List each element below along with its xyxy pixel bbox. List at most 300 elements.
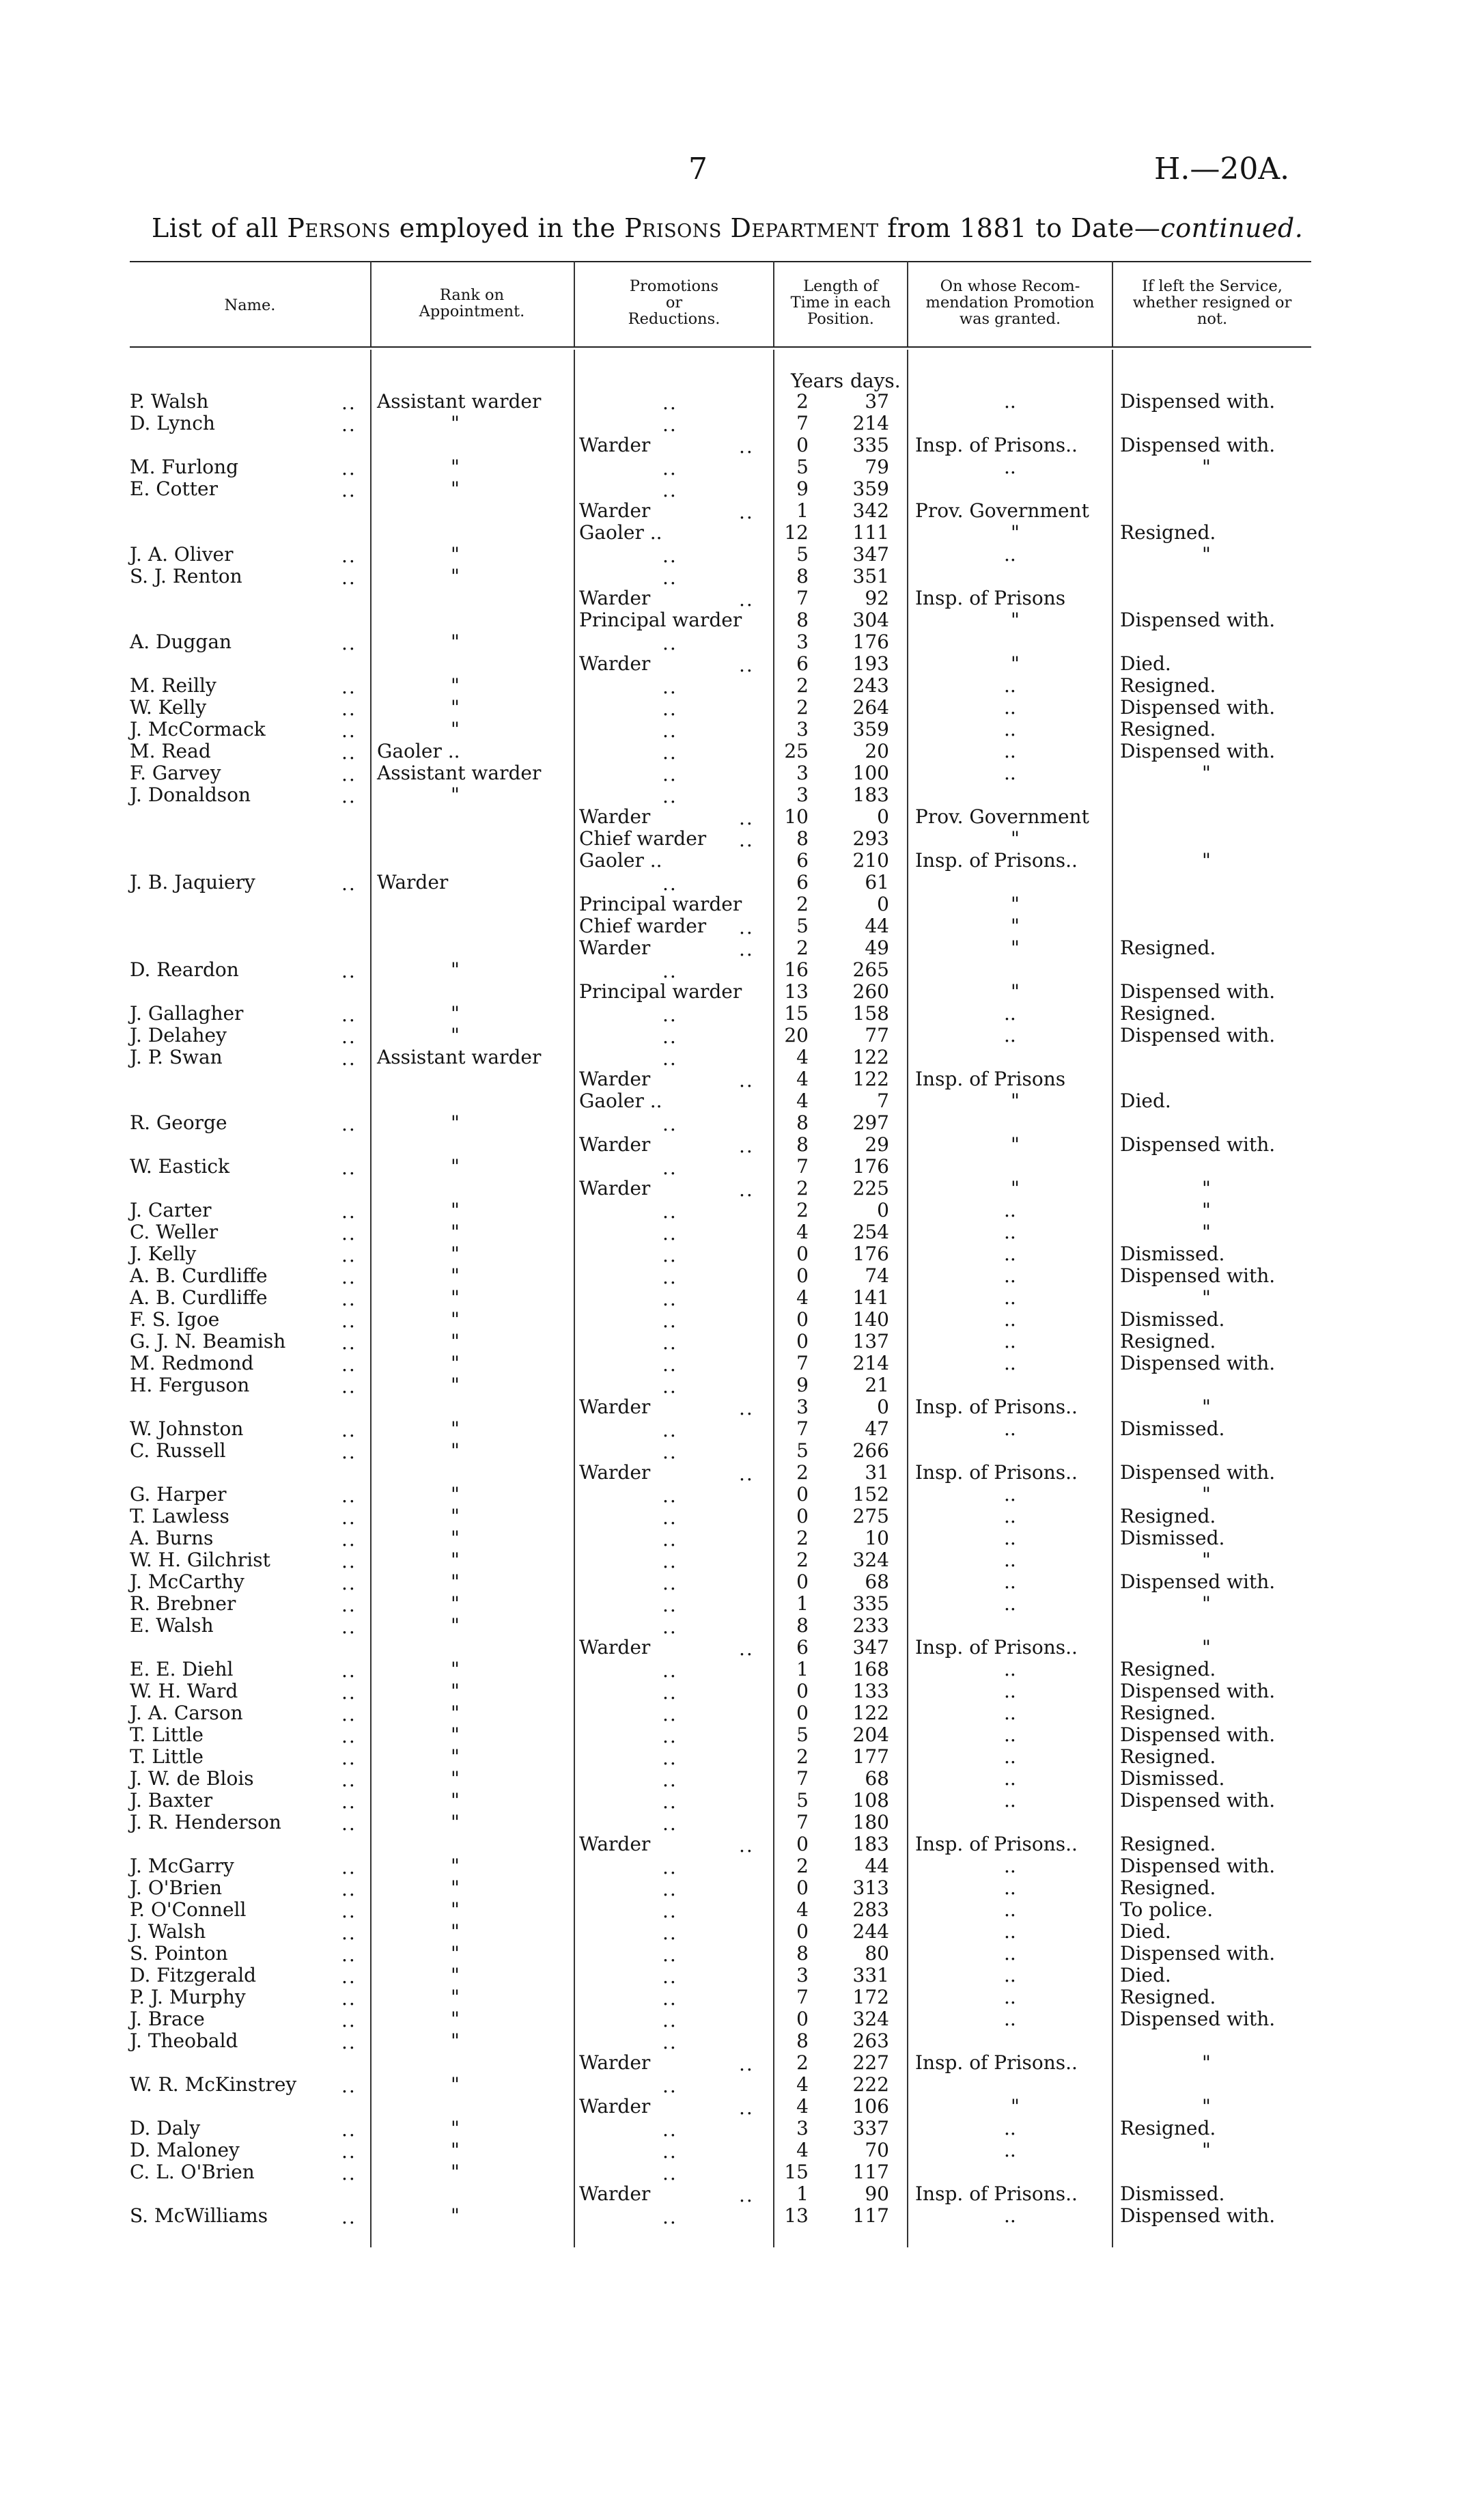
row-years: 0 [796, 1243, 809, 1265]
row-name: W. Johnston [130, 1417, 244, 1440]
row-recommendation-ditto: " [1011, 1177, 1020, 1200]
row-name-leader: .. [341, 2162, 356, 2185]
row-promotion: Warder [579, 499, 651, 522]
column-divider [1112, 261, 1113, 346]
row-promotion: Gaoler .. [579, 521, 662, 544]
row-days: 293 [852, 827, 889, 850]
row-name: P. J. Murphy [130, 1986, 246, 2008]
row-days: 111 [852, 521, 889, 544]
row-recommendation: Insp. of Prisons.. [915, 1833, 1078, 1855]
row-recommendation: .. [1004, 1942, 1016, 1965]
row-recommendation: Insp. of Prisons.. [915, 1461, 1078, 1484]
row-name: P. O'Connell [130, 1898, 247, 1921]
row-years: 0 [796, 1876, 809, 1899]
row-recommendation-ditto: " [1011, 521, 1020, 544]
row-left-service: Dispensed with. [1120, 2204, 1276, 2227]
row-rank-ditto: " [451, 412, 460, 434]
row-name: F. Garvey [130, 762, 221, 784]
row-days: 140 [852, 1308, 889, 1331]
row-rank-ditto: " [451, 1570, 460, 1593]
row-recommendation: Insp. of Prisons.. [915, 2182, 1078, 2205]
row-name-leader: .. [341, 1200, 356, 1223]
row-promotion-leader: .. [662, 479, 677, 501]
row-name-leader: .. [341, 1550, 356, 1572]
row-years: 8 [796, 1942, 809, 1965]
row-days: 100 [852, 762, 889, 784]
row-days: 214 [852, 412, 889, 434]
row-years: 6 [796, 1636, 809, 1659]
row-days: 176 [852, 1243, 889, 1265]
row-rank-ditto: " [451, 1330, 460, 1353]
row-name-leader: .. [341, 1681, 356, 1704]
row-left-service: Resigned. [1120, 2117, 1216, 2139]
row-days: 324 [852, 1549, 889, 1571]
years-unit-label: Years [791, 370, 844, 392]
row-recommendation: Insp. of Prisons.. [915, 1396, 1078, 1418]
row-name: J. Walsh [130, 1920, 206, 1943]
row-name-leader: .. [341, 1506, 356, 1529]
row-promotion-leader: .. [662, 2031, 677, 2053]
row-left-service: Resigned. [1120, 1658, 1216, 1680]
row-promotion-leader: .. [662, 960, 677, 982]
row-promotion: Chief warder [579, 915, 707, 937]
row-days: 331 [852, 1964, 889, 1986]
column-header-promotions: Promotions or Reductions. [628, 277, 720, 328]
row-promotion-leader: .. [662, 1550, 677, 1572]
row-promotion-leader: .. [662, 1331, 677, 1354]
row-name: W. Eastick [130, 1155, 230, 1178]
row-rank-ditto: " [451, 1986, 460, 2008]
row-years: 4 [796, 1046, 809, 1068]
row-promotion: Warder [579, 1068, 651, 1090]
row-name-leader: .. [341, 1856, 356, 1879]
row-rank-ditto: " [451, 2073, 460, 2096]
row-name-leader: .. [341, 1943, 356, 1966]
row-recommendation: Insp. of Prisons.. [915, 2051, 1078, 2074]
row-promotion-leader: .. [662, 2009, 677, 2032]
row-days: 225 [852, 1177, 889, 1200]
row-recommendation: .. [1004, 1199, 1016, 1221]
row-days: 254 [852, 1221, 889, 1243]
row-name-leader: .. [341, 1375, 356, 1398]
row-rank-ditto: " [451, 958, 460, 981]
row-name-leader: .. [341, 1725, 356, 1747]
row-years: 7 [796, 1417, 809, 1440]
row-name: P. Walsh [130, 390, 209, 413]
row-rank-ditto: " [451, 696, 460, 719]
row-name-leader: .. [341, 676, 356, 698]
row-name: M. Redmond [130, 1352, 254, 1374]
row-left-service-ditto: " [1202, 849, 1211, 872]
row-name-leader: .. [341, 1244, 356, 1266]
row-days: 90 [865, 2182, 889, 2205]
row-left-service: Died. [1120, 1964, 1171, 1986]
row-name-leader: .. [341, 632, 356, 654]
row-left-service: Died. [1120, 1090, 1171, 1112]
row-rank-ditto: " [451, 477, 460, 500]
row-name: D. Reardon [130, 958, 239, 981]
row-promotion: Principal warder [579, 609, 742, 631]
row-name: A. B. Curdliffe [130, 1264, 268, 1287]
row-days: 233 [852, 1614, 889, 1637]
row-left-service: Resigned. [1120, 674, 1216, 697]
header-bottom-rule [130, 346, 1311, 348]
row-days: 297 [852, 1111, 889, 1134]
row-days: 176 [852, 630, 889, 653]
row-days: 210 [852, 849, 889, 872]
row-left-service: Dispensed with. [1120, 1352, 1276, 1374]
row-name: J. Delahey [130, 1024, 227, 1046]
row-promotion-leader: .. [662, 1725, 677, 1747]
row-days: 359 [852, 718, 889, 740]
row-years: 13 [784, 2204, 809, 2227]
row-days: 137 [852, 1330, 889, 1353]
row-days: 0 [877, 1396, 889, 1418]
row-promotion-leader: .. [662, 457, 677, 480]
row-promotion-leader: .. [739, 807, 754, 829]
row-years: 2 [796, 390, 809, 413]
row-rank-ditto: " [451, 1745, 460, 1768]
row-rank-ditto: " [451, 630, 460, 653]
row-years: 9 [796, 1374, 809, 1396]
row-left-service: Dispensed with. [1120, 1680, 1276, 1702]
column-header-rank: Rank on Appointment. [419, 286, 525, 320]
row-rank-ditto: " [451, 674, 460, 697]
row-days: 133 [852, 1680, 889, 1702]
row-days: 266 [852, 1439, 889, 1462]
row-name: W. R. McKinstrey [130, 2073, 297, 2096]
row-name: J. Carter [130, 1199, 212, 1221]
row-promotion-leader: .. [662, 1616, 677, 1638]
row-years: 2 [796, 937, 809, 959]
row-left-service: Dispensed with. [1120, 1789, 1276, 1812]
row-name-leader: .. [341, 763, 356, 786]
row-years: 0 [796, 1570, 809, 1593]
row-years: 2 [796, 893, 809, 915]
row-years: 0 [796, 434, 809, 456]
row-left-service-ditto: " [1202, 2095, 1211, 2118]
row-name-leader: .. [341, 544, 356, 567]
row-promotion-leader: .. [739, 435, 754, 458]
row-left-service: Dispensed with. [1120, 390, 1276, 413]
row-name-leader: .. [341, 1572, 356, 1594]
row-name-leader: .. [341, 1878, 356, 1900]
row-years: 12 [784, 521, 809, 544]
row-years: 0 [796, 1833, 809, 1855]
column-header-length: Length of Time in each Position. [790, 277, 891, 328]
row-rank-ditto: " [451, 2139, 460, 2161]
row-promotion-leader: .. [662, 1484, 677, 1507]
row-promotion: Warder [579, 652, 651, 675]
row-years: 9 [796, 477, 809, 500]
row-recommendation-ditto: " [1011, 893, 1020, 915]
row-recommendation: Insp. of Prisons [915, 587, 1066, 609]
row-name-leader: .. [341, 2140, 356, 2163]
row-recommendation: .. [1004, 696, 1016, 719]
row-name-leader: .. [341, 1331, 356, 1354]
row-years: 0 [796, 2008, 809, 2030]
column-divider [1112, 350, 1113, 2247]
row-rank: Assistant warder [377, 1046, 542, 1068]
row-name: J. R. Henderson [130, 1811, 281, 1833]
row-years: 6 [796, 652, 809, 675]
row-years: 7 [796, 587, 809, 609]
row-promotion: Warder [579, 1833, 651, 1855]
row-years: 7 [796, 412, 809, 434]
row-name-leader: .. [341, 1353, 356, 1376]
row-promotion-leader: .. [739, 1178, 754, 1201]
row-left-service: Died. [1120, 652, 1171, 675]
row-name: D. Fitzgerald [130, 1964, 257, 1986]
row-days: 168 [852, 1658, 889, 1680]
row-recommendation: .. [1004, 1483, 1016, 1506]
row-name-leader: .. [341, 1616, 356, 1638]
row-rank-ditto: " [451, 1439, 460, 1462]
row-recommendation: .. [1004, 2008, 1016, 2030]
row-name-leader: .. [341, 1812, 356, 1835]
row-left-service-ditto: " [1202, 1636, 1211, 1659]
row-name-leader: .. [341, 2009, 356, 2032]
row-days: 0 [877, 1199, 889, 1221]
row-rank-ditto: " [451, 1111, 460, 1134]
row-promotion-leader: .. [662, 1047, 677, 1070]
row-rank-ditto: " [451, 1483, 460, 1506]
row-years: 0 [796, 1264, 809, 1287]
row-left-service: Dispensed with. [1120, 1133, 1276, 1156]
row-promotion-leader: .. [662, 2206, 677, 2228]
row-promotion: Gaoler .. [579, 1090, 662, 1112]
row-name-leader: .. [341, 1528, 356, 1551]
row-rank-ditto: " [451, 2204, 460, 2227]
row-promotion-leader: .. [662, 544, 677, 567]
row-promotion-leader: .. [662, 1878, 677, 1900]
row-years: 2 [796, 1461, 809, 1484]
row-days: 347 [852, 543, 889, 566]
row-rank-ditto: " [451, 1811, 460, 1833]
row-days: 122 [852, 1068, 889, 1090]
row-days: 106 [852, 2095, 889, 2118]
row-years: 7 [796, 1811, 809, 1833]
row-days: 74 [865, 1264, 889, 1287]
row-promotion-leader: .. [739, 1463, 754, 1485]
row-rank-ditto: " [451, 1264, 460, 1287]
row-rank-ditto: " [451, 1352, 460, 1374]
row-days: 324 [852, 2008, 889, 2030]
row-name: T. Little [130, 1723, 204, 1746]
row-years: 6 [796, 849, 809, 872]
row-rank-ditto: " [451, 2117, 460, 2139]
row-days: 222 [852, 2073, 889, 2096]
row-promotion-leader: .. [662, 1812, 677, 1835]
row-rank-ditto: " [451, 1767, 460, 1790]
row-promotion-leader: .. [739, 829, 754, 851]
row-years: 2 [796, 1855, 809, 1877]
row-days: 183 [852, 1833, 889, 1855]
row-recommendation: .. [1004, 1024, 1016, 1046]
row-promotion: Warder [579, 1636, 651, 1659]
row-name: R. George [130, 1111, 227, 1134]
row-years: 25 [784, 740, 809, 762]
row-years: 2 [796, 1549, 809, 1571]
row-days: 359 [852, 477, 889, 500]
row-rank-ditto: " [451, 456, 460, 478]
row-promotion-leader: .. [739, 938, 754, 960]
row-name-leader: .. [341, 1025, 356, 1048]
row-recommendation: .. [1004, 1243, 1016, 1265]
row-left-service: To police. [1120, 1898, 1214, 1921]
row-name: J. Theobald [130, 2029, 238, 2052]
row-promotion: Warder [579, 1461, 651, 1484]
row-name-leader: .. [341, 2206, 356, 2228]
row-promotion-leader: .. [662, 1441, 677, 1463]
row-promotion-leader: .. [662, 1987, 677, 2010]
row-left-service: Dispensed with. [1120, 696, 1276, 719]
row-recommendation: .. [1004, 1330, 1016, 1353]
row-promotion: Principal warder [579, 980, 742, 1003]
row-rank-ditto: " [451, 1658, 460, 1680]
row-recommendation: .. [1004, 1745, 1016, 1768]
row-years: 2 [796, 1745, 809, 1768]
row-promotion: Principal warder [579, 893, 742, 915]
row-name: J. A. Carson [130, 1702, 243, 1724]
row-years: 15 [784, 1002, 809, 1025]
row-years: 20 [784, 1024, 809, 1046]
row-promotion-leader: .. [662, 785, 677, 807]
row-promotion: Warder [579, 1177, 651, 1200]
row-name: R. Brebner [130, 1592, 236, 1615]
row-recommendation: .. [1004, 1352, 1016, 1374]
row-years: 4 [796, 2095, 809, 2118]
row-days: 92 [865, 587, 889, 609]
row-left-service-ditto: " [1202, 1199, 1211, 1221]
row-rank-ditto: " [451, 1680, 460, 1702]
row-years: 8 [796, 1133, 809, 1156]
row-name: J. P. Swan [130, 1046, 223, 1068]
row-days: 263 [852, 2029, 889, 2052]
days-unit-label: days. [850, 370, 901, 392]
row-days: 172 [852, 1986, 889, 2008]
row-promotion-leader: .. [662, 1747, 677, 1769]
row-left-service-ditto: " [1202, 1483, 1211, 1506]
row-name-leader: .. [341, 457, 356, 480]
row-name-leader: .. [341, 1156, 356, 1179]
row-days: 304 [852, 609, 889, 631]
row-left-service: Resigned. [1120, 521, 1216, 544]
row-name-leader: .. [341, 1922, 356, 1944]
row-promotion-leader: .. [662, 1856, 677, 1879]
row-rank-ditto: " [451, 1243, 460, 1265]
row-recommendation: .. [1004, 2204, 1016, 2227]
row-name: J. Gallagher [130, 1002, 244, 1025]
row-days: 347 [852, 1636, 889, 1659]
column-divider [370, 350, 372, 2247]
row-name: J. Donaldson [130, 784, 251, 806]
row-promotion-leader: .. [662, 1659, 677, 1682]
row-recommendation: .. [1004, 1855, 1016, 1877]
row-rank-ditto: " [451, 1942, 460, 1965]
row-days: 122 [852, 1046, 889, 1068]
row-years: 7 [796, 1352, 809, 1374]
row-years: 5 [796, 915, 809, 937]
row-recommendation-ditto: " [1011, 827, 1020, 850]
row-days: 117 [852, 2161, 889, 2183]
row-left-service: Died. [1120, 1920, 1171, 1943]
row-name: W. H. Ward [130, 1680, 238, 1702]
row-days: 70 [865, 2139, 889, 2161]
row-promotion-leader: .. [739, 1135, 754, 1157]
column-divider [574, 261, 575, 346]
row-years: 1 [796, 2182, 809, 2205]
row-years: 7 [796, 1986, 809, 2008]
row-name-leader: .. [341, 391, 356, 414]
row-left-service: Resigned. [1120, 1833, 1216, 1855]
row-left-service: Dispensed with. [1120, 740, 1276, 762]
row-name: G. J. N. Beamish [130, 1330, 286, 1353]
row-years: 5 [796, 1789, 809, 1812]
row-years: 1 [796, 499, 809, 522]
row-left-service: Dismissed. [1120, 1527, 1225, 1549]
row-days: 313 [852, 1876, 889, 1899]
row-years: 5 [796, 1723, 809, 1746]
row-rank: Gaoler .. [377, 740, 460, 762]
row-name-leader: .. [341, 1309, 356, 1332]
row-rank-ditto: " [451, 1308, 460, 1331]
row-name: M. Reilly [130, 674, 216, 697]
row-name-leader: .. [341, 1441, 356, 1463]
row-name: A. Burns [130, 1527, 214, 1549]
row-name-leader: .. [341, 697, 356, 720]
row-days: 342 [852, 499, 889, 522]
row-name: H. Ferguson [130, 1374, 250, 1396]
row-promotion: Warder [579, 2051, 651, 2074]
row-rank-ditto: " [451, 1920, 460, 1943]
row-promotion-leader: .. [662, 2162, 677, 2185]
row-days: 31 [865, 1461, 889, 1484]
row-name: J. McGarry [130, 1855, 234, 1877]
row-years: 2 [796, 674, 809, 697]
row-name-leader: .. [341, 1659, 356, 1682]
row-name: D. Maloney [130, 2139, 240, 2161]
row-promotion-leader: .. [662, 1288, 677, 1310]
row-name: D. Daly [130, 2117, 201, 2139]
row-promotion-leader: .. [662, 1309, 677, 1332]
row-promotion-leader: .. [662, 1222, 677, 1245]
row-promotion: Warder [579, 1133, 651, 1156]
row-left-service: Resigned. [1120, 1002, 1216, 1025]
row-promotion: Warder [579, 434, 651, 456]
row-promotion-leader: .. [739, 1069, 754, 1092]
row-days: 152 [852, 1483, 889, 1506]
row-years: 3 [796, 630, 809, 653]
row-promotion: Warder [579, 1396, 651, 1418]
row-rank-ditto: " [451, 1592, 460, 1615]
row-years: 8 [796, 827, 809, 850]
row-rank-ditto: " [451, 1527, 460, 1549]
row-years: 0 [796, 1308, 809, 1331]
row-recommendation: .. [1004, 1002, 1016, 1025]
row-promotion: Warder [579, 2182, 651, 2205]
row-days: 68 [865, 1570, 889, 1593]
row-promotion-leader: .. [739, 916, 754, 939]
row-left-service: Dispensed with. [1120, 609, 1276, 631]
row-name-leader: .. [341, 1113, 356, 1135]
row-name-leader: .. [341, 1222, 356, 1245]
row-name: E. E. Diehl [130, 1658, 234, 1680]
row-name: J. Brace [130, 2008, 205, 2030]
column-header-recommendation: On whose Recom- mendation Promotion was granted. [925, 277, 1095, 328]
row-rank-ditto: " [451, 1549, 460, 1571]
row-years: 4 [796, 1898, 809, 1921]
